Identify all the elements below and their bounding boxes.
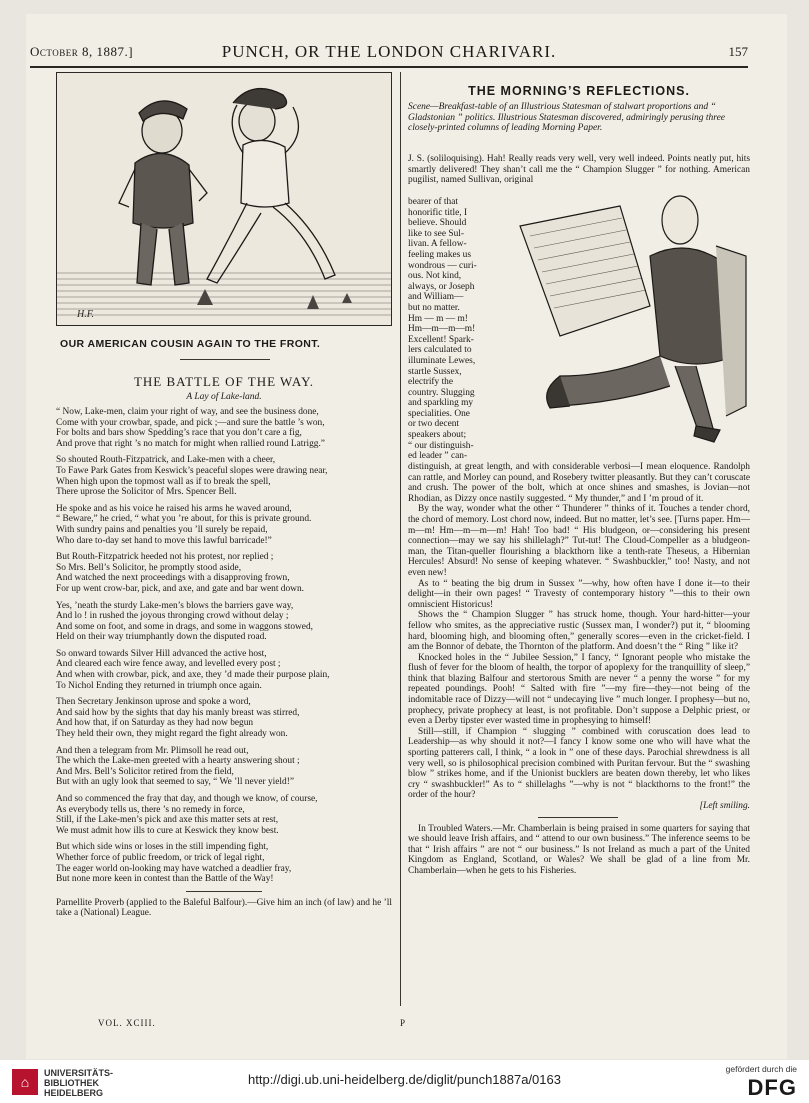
volume-number: VOL. XCIII. bbox=[98, 1018, 156, 1028]
signature-mark: P bbox=[400, 1018, 407, 1028]
stage-direction: [Left smiling. bbox=[699, 801, 750, 811]
library-logo-icon: ⌂ bbox=[12, 1069, 38, 1095]
after-wrap-paragraph: distinguish, at great length, and with considerable verbosi—I mean eloquence. Randolph can rattle, and Morley can pound, and Rosebery twitter pleasantly. But they can’t coruscate and crush. The power of the bolt, which at once shines and smashes, is Jovian—not Rhodian, as Dizzy once nastily suggested. “ My thunder,” and I ’m proud of it. bbox=[408, 462, 750, 504]
library-name-line: BIBLIOTHEK bbox=[44, 1078, 99, 1088]
permalink-url[interactable]: http://digi.ub.uni-heidelberg.de/diglit/punch1887a/0163 bbox=[248, 1072, 561, 1087]
poem-line: And Mrs. Bell’s Solicitor retired from the field, bbox=[56, 766, 234, 777]
cartoon-caption: OUR AMERICAN COUSIN AGAIN TO THE FRONT. bbox=[60, 338, 321, 350]
funding-note: gefördert durch die bbox=[725, 1064, 797, 1074]
wrap-line: feeling makes us bbox=[408, 249, 472, 260]
scene-direction: Scene—Breakfast-table of an Illustrious Statesman of stalwart proportions and “ Gladstonian ” politics. Illustrious Statesman discovered, admiringly perusing three closely-printed columns of leading Morning Paper. bbox=[408, 102, 726, 134]
poem-line: For up went crow-bar, pick, and axe, and gate and bar went down. bbox=[56, 583, 304, 594]
poem-body bbox=[56, 407, 392, 919]
poem-line: For bolts and bars show Spedding’s race that you don’t care a fig, bbox=[56, 428, 302, 439]
poem-line: He spoke and as his voice he raised his arms he waved around, bbox=[56, 503, 292, 514]
stanza bbox=[56, 842, 392, 884]
column-divider bbox=[400, 72, 401, 1006]
poem-line: “ Beware,” he cried, “ what you ’re about, for this is private ground. bbox=[56, 514, 312, 525]
article-intro bbox=[408, 154, 750, 186]
poem-line: And how that, if on Saturday as they had now begun bbox=[56, 718, 254, 729]
poem-line: And so commenced the fray that day, and though we know, of course, bbox=[56, 794, 318, 804]
library-name-line: UNIVERSITÄTS- bbox=[44, 1068, 114, 1078]
viewer-footer-bar bbox=[0, 1060, 809, 1103]
wrap-line: like to see Sul- bbox=[408, 228, 464, 239]
dfg-logo[interactable]: DFG bbox=[747, 1075, 797, 1100]
poem-line: But with an ugly look that seemed to say, “ We ’ll never yield!” bbox=[56, 777, 294, 788]
poem-line: And cleared each wire fence away, and levelled every post ; bbox=[56, 659, 281, 670]
wrap-line: specialities. One bbox=[408, 408, 470, 419]
intro-paragraph: J. S. (soliloquising). Hah! Really reads very well, very well indeed. Points neatly put, hits smartly delivered! They shan’t call me the “ Champion Slugger ” for nothing. American pugilist, named Sullivan, original bbox=[408, 154, 750, 186]
poem-line: And prove that right ’s no match for might when rallied round Latrigg.” bbox=[56, 438, 325, 449]
poem-line: Come with your crowbar, spade, and pick ;—and sure the battle ’s won, bbox=[56, 417, 325, 428]
poem-line: So onward towards Silver Hill advanced the active host, bbox=[56, 648, 267, 659]
poem-line: Whether force of public freedom, or trick of legal right, bbox=[56, 852, 265, 863]
svg-text:H.F.: H.F. bbox=[77, 309, 95, 320]
poem-line: There uprose the Solicitor of Mrs. Spencer Bell. bbox=[56, 487, 237, 498]
article-paragraph: Still—still, if Champion “ slugging ” combined with coruscation does lead to Leadership—as why should it not?—I fancy I know some one who will have what the sporting patterers call, I think, “ a look in ” one of these days. Parochial shrewdness is all very well, so is philosophical precision combined with Puritan fervour. But the “ swashing blow ” strikes home, and if the Unionist bucklers are beaten down thereby, let who likes cry “ swashbuckler!” As to “ shillelaghs ”—why is not “ blackthorns to the front!” the order of the hour? bbox=[408, 726, 750, 801]
wrap-line: but no matter. bbox=[408, 302, 460, 313]
divider bbox=[538, 817, 618, 818]
divider bbox=[186, 891, 262, 892]
poem-line: And when with crowbar, pick, and axe, they ’d made their purpose plain, bbox=[56, 670, 330, 681]
stanza bbox=[56, 794, 392, 836]
poem-title: THE BATTLE OF THE WAY. bbox=[133, 374, 315, 389]
stanza bbox=[56, 697, 392, 739]
wrap-line: and sparkling my bbox=[408, 398, 474, 409]
wrap-line: ous. Not kind, bbox=[408, 271, 462, 282]
article-paragraph: Shows the “ Champion Slugger ” has struck home, though. Your hard-hitter—your fellow who smites, as the appreciative rustic (Sussex man, I wonder?) put it, “ blooming hard, blooming high, and blooming often,” generally scores—even in the cricket-field. I am the Bonnor of debate, the Thornton of the platform. And doesn’t the “ Ring ” like it? bbox=[408, 610, 750, 653]
wrap-line: illuminate Lewes, bbox=[408, 355, 476, 366]
poem-line: So Mrs. Bell’s Solicitor, he promptly stood aside, bbox=[56, 562, 242, 573]
wrap-line: wondrous — curi- bbox=[408, 260, 477, 271]
wrap-line: startle Sussex, bbox=[408, 366, 462, 377]
header-title: PUNCH, OR THE LONDON CHARIVARI. bbox=[221, 42, 557, 61]
cartoon-illustration bbox=[56, 72, 392, 326]
stanza bbox=[56, 649, 392, 691]
wrap-line: bearer of that bbox=[408, 197, 458, 207]
stanza bbox=[56, 504, 392, 546]
wrap-line: speakers about; bbox=[408, 430, 467, 441]
poem-line: With sundry pains and penalties you ’ll surely be repaid, bbox=[56, 524, 268, 535]
poem-line: Still, if the Lake-men’s pick and axe this matter sets at rest, bbox=[56, 815, 279, 826]
wrap-line: country. Slugging bbox=[408, 387, 475, 398]
poem-line: The eager world on-looking may have watched a deadlier fray, bbox=[56, 863, 292, 874]
wrap-line: Hm — m — m! bbox=[408, 313, 468, 324]
poem-line: But Routh-Fitzpatrick heeded not his protest, nor replied ; bbox=[56, 552, 274, 563]
article-body bbox=[408, 462, 750, 877]
article-paragraph: Knocked holes in the “ Jubilee Session,” I fancy, “ Ignorant people who mistake the flush of fever for the bloom of health, the torpor of apoplexy for the tranquillity of sleep,” think that blazing Balfour and stertorous Smith are never “ a penny the worse ” for my repeated poundings. Pooh! “ Salted with fire ”—my fire—they—not being of the indomitable race of Dizzy—will not “ undecaying live ” much longer. I prophesy—but no, prophecy, private prophecy at least, is not profitable. Don’t suppose a Delphic priest, or even a Derby tipster ever wasted time in prophesying to himself! bbox=[408, 652, 750, 727]
wrap-line: Hm—m—m—m! bbox=[408, 324, 476, 335]
header-date: October 8, 1887.] bbox=[30, 44, 134, 59]
statesman-illustration bbox=[500, 186, 750, 446]
poem-line: To Fawe Park Gates from Keswick’s peaceful slopes were drawing near, bbox=[56, 465, 328, 476]
poem-line: As everybody tells us, there ’s no remedy in force, bbox=[56, 804, 245, 815]
wrap-line: always, or Joseph bbox=[408, 281, 475, 292]
library-name-line: HEIDELBERG bbox=[44, 1088, 104, 1098]
poem-line: We must admit how ills to cure at Keswick they know best. bbox=[56, 825, 279, 836]
poem-line: When high upon the topmost wall as if to break the spell, bbox=[56, 476, 271, 487]
stanza bbox=[56, 601, 392, 643]
poem-line: So shouted Routh-Fitzpatrick, and Lake-men with a cheer, bbox=[56, 455, 276, 466]
poem-line: And watched the next proceedings with a disapproving frown, bbox=[56, 573, 290, 584]
stanza bbox=[56, 455, 392, 497]
divider bbox=[180, 359, 270, 360]
stanza bbox=[56, 552, 392, 594]
poem-line: And then a telegram from Mr. Plimsoll he read out, bbox=[56, 745, 249, 756]
wrap-line: honorific title, I bbox=[408, 207, 468, 218]
running-header bbox=[30, 42, 748, 68]
troubled-waters-paragraph: In Troubled Waters.—Mr. Chamberlain is being praised in some quarters for saying that we should leave Irish affairs, and “ attend to our own business.” The inference seems to be that “ Irish affairs ” are not “ our business.” Is not Ireland as much a part of the United Kingdom as England, Scotland, or Wales? We shall be glad of a line from Mr. Chamberlain—when he gets to his Fisheries. bbox=[408, 823, 750, 876]
poem-line: Held on their way triumphantly down the disputed road. bbox=[56, 632, 267, 643]
wrap-line: believe. Should bbox=[408, 218, 467, 229]
page-number: 157 bbox=[728, 44, 748, 59]
poem-line: Yes, ’neath the sturdy Lake-men’s blows the barriers gave way, bbox=[56, 600, 294, 611]
poem-line: Who dare to-day set hand to move this lawful barricade!” bbox=[56, 535, 272, 546]
article-paragraph: As to “ beating the big drum in Sussex ”—why, how often have I done it—to their delight—in their own pages! “ Travesty of contemporary history ”—this to their own omniscient Historicus! bbox=[408, 578, 750, 610]
poem-line: And some on foot, and some in drags, and some in waggons stowed, bbox=[56, 621, 313, 632]
wrap-column bbox=[408, 197, 500, 462]
wrap-line: livan. A fellow- bbox=[408, 239, 467, 250]
poem-line: But none more keen in contest than the Battle of the Way! bbox=[56, 874, 274, 885]
wrap-line: ed leader ” can- bbox=[408, 451, 468, 462]
wrap-line: Excellent! Spark- bbox=[408, 334, 474, 345]
poem-line: “ Now, Lake-men, claim your right of way, and see the business done, bbox=[56, 407, 319, 417]
poem-line: And said how by the sights that day his manly breast was stirred, bbox=[56, 707, 300, 718]
poem-line: And lo ! in rushed the joyous thronging crowd without delay ; bbox=[56, 611, 289, 622]
proverb: Parnellite Proverb (applied to the Baleful Balfour).—Give him an inch (of law) and he ’ll take a (National) League. bbox=[56, 897, 392, 919]
poem-line: Then Secretary Jenkinson uprose and spoke a word, bbox=[56, 697, 251, 708]
wrap-line: electrify the bbox=[408, 377, 454, 388]
poem-line: To Nichol Ending they returned in triumph once again. bbox=[56, 680, 262, 691]
wrap-line: and William— bbox=[408, 292, 464, 303]
poem-subtitle: A Lay of Lake-land. bbox=[186, 392, 262, 402]
article-title: THE MORNING’S REFLECTIONS. bbox=[468, 84, 690, 98]
poem-line: The which the Lake-men greeted with a hearty answering shout ; bbox=[56, 756, 300, 767]
poem-line: They held their own, they might regard the fight already won. bbox=[56, 729, 288, 740]
wrap-line: or two decent bbox=[408, 419, 460, 430]
wrap-line: “ our distinguish- bbox=[408, 440, 474, 451]
stanza bbox=[56, 407, 392, 449]
stanza bbox=[56, 746, 392, 788]
poem-line: But which side wins or loses in the still impending fight, bbox=[56, 842, 269, 853]
wrap-line: lers calculated to bbox=[408, 345, 472, 356]
article-paragraph: By the way, wonder what the other “ Thunderer ” thinks of it. Touches a tender chord, the chord of memory. Lost chord now, indeed. But no matter, let’s see. [Turns paper. Hm—m—m! Hm—m—m—m! Hah! Too bad! “ His bludgeon, or—considering his present connection—may we say his shillelagh?” Tut-tut! The Cloud-Compeller as a bludgeon-man, the Titan-queller flourishing a blackthorn like a tenth-rate Theseus, a Hibernian Hercules! Absurd! No sense of keeping whatever. “ Swashbuckler,” too! Nasty, and not even new! bbox=[408, 504, 750, 578]
